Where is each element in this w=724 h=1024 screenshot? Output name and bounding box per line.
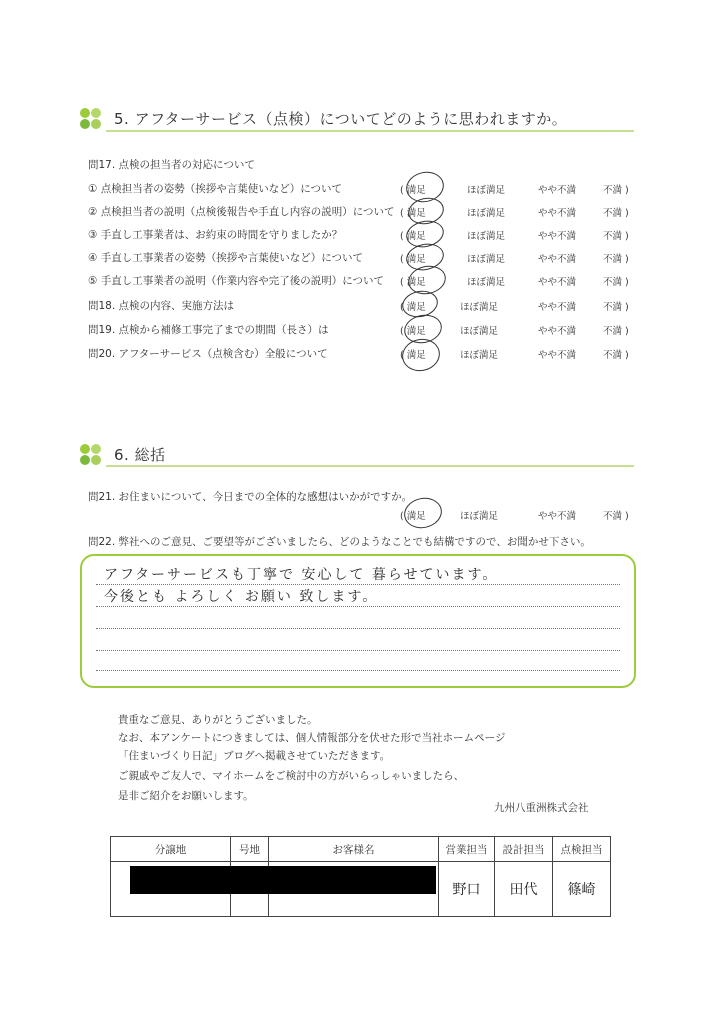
q20-opt-satisfied: ( 満足 [400,350,426,361]
dotted-line [96,606,620,607]
q18-opt-unsatisfied: 不満 ) [603,302,629,313]
q17-4-opt-unsatisfied: 不満 ) [603,254,629,265]
header-lot-area: 分譲地 [111,837,231,862]
q21-opt-unsatisfied: 不満 ) [603,511,629,522]
q18-opt-mostly: ほぼ満足 [460,302,499,313]
q17-4-opt-satisfied: ( 満足 [400,254,426,265]
dotted-line [96,670,620,671]
closing-line-1: 貴重なご意見、ありがとうございました。 [118,714,318,726]
q19-opt-mostly: ほぼ満足 [460,326,499,337]
header-design-staff: 設計担当 [495,837,553,862]
section6-title: 6. 総括 [114,446,166,464]
q17-5-opt-somewhat: やや不満 [538,277,577,288]
q19-label: 問19. 点検から補修工事完了までの期間（長さ）は [88,324,329,336]
closing-line-4: ご親戚やご友人で、マイホームをご検討中の方がいらっしゃいましたら、 [118,770,465,782]
q17-2-opt-mostly: ほぼ満足 [467,208,506,219]
q17-1-opt-somewhat: やや不満 [538,185,577,196]
q21-label: 問21. お住まいについて、今日までの全体的な感想はいかがですか。 [88,491,413,503]
q17-1-opt-mostly: ほぼ満足 [467,185,506,196]
q22-label: 問22. 弊社へのご意見、ご要望等がございましたら、どのようなことでも結構ですので、お聞かせ下さい。 [88,536,591,548]
cell-inspection-staff: 篠崎 [553,862,611,917]
q17-4-label: ④ 手直し工事業者の姿勢（挨拶や言葉使いなど）について [88,252,364,264]
comment-box [80,554,636,688]
q17-3-opt-unsatisfied: 不満 ) [603,231,629,242]
dotted-line [96,628,620,629]
section5-divider [106,130,634,132]
q17-2-opt-satisfied: ( 満足 [400,208,426,219]
header-inspection-staff: 点検担当 [553,837,611,862]
q17-3-label: ③ 手直し工事業者は、お約束の時間を守りましたか？ [88,229,343,241]
closing-line-2: なお、本アンケートにつきましては、個人情報部分を伏せた形で当社ホームページ [118,732,506,744]
q17-2-label: ② 点検担当者の説明（点検後報告や手直し内容の説明）について [88,206,395,218]
q19-opt-satisfied: ( 満足 [400,326,426,337]
q17-4-opt-somewhat: やや不満 [538,254,577,265]
q17-heading: 問17. 点検の担当者の対応について [88,159,255,171]
q17-3-opt-mostly: ほぼ満足 [467,231,506,242]
q19-opt-somewhat: やや不満 [538,326,577,337]
q17-3-opt-satisfied: ( 満足 [400,231,426,242]
dotted-line [96,584,620,585]
q17-2-opt-somewhat: やや不満 [538,208,577,219]
clover-logo-icon [80,444,102,466]
q19-opt-unsatisfied: 不満 ) [603,326,629,337]
cell-design-staff: 田代 [495,862,553,917]
q18-label: 問18. 点検の内容、実施方法は [88,300,235,312]
q17-3-opt-somewhat: やや不満 [538,231,577,242]
header-sales-staff: 営業担当 [439,837,495,862]
q17-4-opt-mostly: ほぼ満足 [467,254,506,265]
q17-1-opt-satisfied: ( 満足 [400,185,426,196]
answer-circle-q20 [399,335,443,374]
q17-5-opt-unsatisfied: 不満 ) [603,277,629,288]
q20-opt-mostly: ほぼ満足 [460,350,499,361]
q20-label: 問20. アフターサービス（点検含む）全般について [88,348,328,360]
header-customer-name: お客様名 [269,837,439,862]
q20-opt-unsatisfied: 不満 ) [603,350,629,361]
q17-2-opt-unsatisfied: 不満 ) [603,208,629,219]
q17-5-opt-mostly: ほぼ満足 [467,277,506,288]
q20-opt-somewhat: やや不満 [538,350,577,361]
q17-1-opt-unsatisfied: 不満 ) [603,185,629,196]
header-lot-number: 号地 [231,837,269,862]
redaction-bar [130,866,436,894]
q17-5-label: ⑤ 手直し工事業者の説明（作業内容や完了後の説明）について [88,275,385,287]
q21-opt-mostly: ほぼ満足 [460,511,499,522]
q17-1-label: ① 点検担当者の姿勢（挨拶や言葉使いなど）について [88,183,343,195]
closing-line-5: 是非ご紹介をお願いします。 [118,790,254,802]
section5-title: 5. アフターサービス（点検）についてどのように思われますか。 [114,110,568,128]
comment-line-1: アフターサービスも丁寧で 安心して 暮らせています。 [104,567,499,583]
cell-sales-staff: 野口 [439,862,495,917]
q21-opt-satisfied: ( 満足 [400,511,426,522]
q21-opt-somewhat: やや不満 [538,511,577,522]
clover-logo-icon [80,108,102,130]
q18-opt-satisfied: ( 満足 [400,302,426,313]
company-name: 九州八重洲株式会社 [494,802,589,814]
section6-divider [106,465,634,467]
comment-line-2: 今後とも よろしく お願い 致します。 [104,589,379,605]
dotted-line [96,650,620,651]
q18-opt-somewhat: やや不満 [538,302,577,313]
q17-5-opt-satisfied: ( 満足 [400,277,426,288]
closing-line-3: 「住まいづくり日記」ブログへ掲載させていただきます。 [118,750,391,762]
